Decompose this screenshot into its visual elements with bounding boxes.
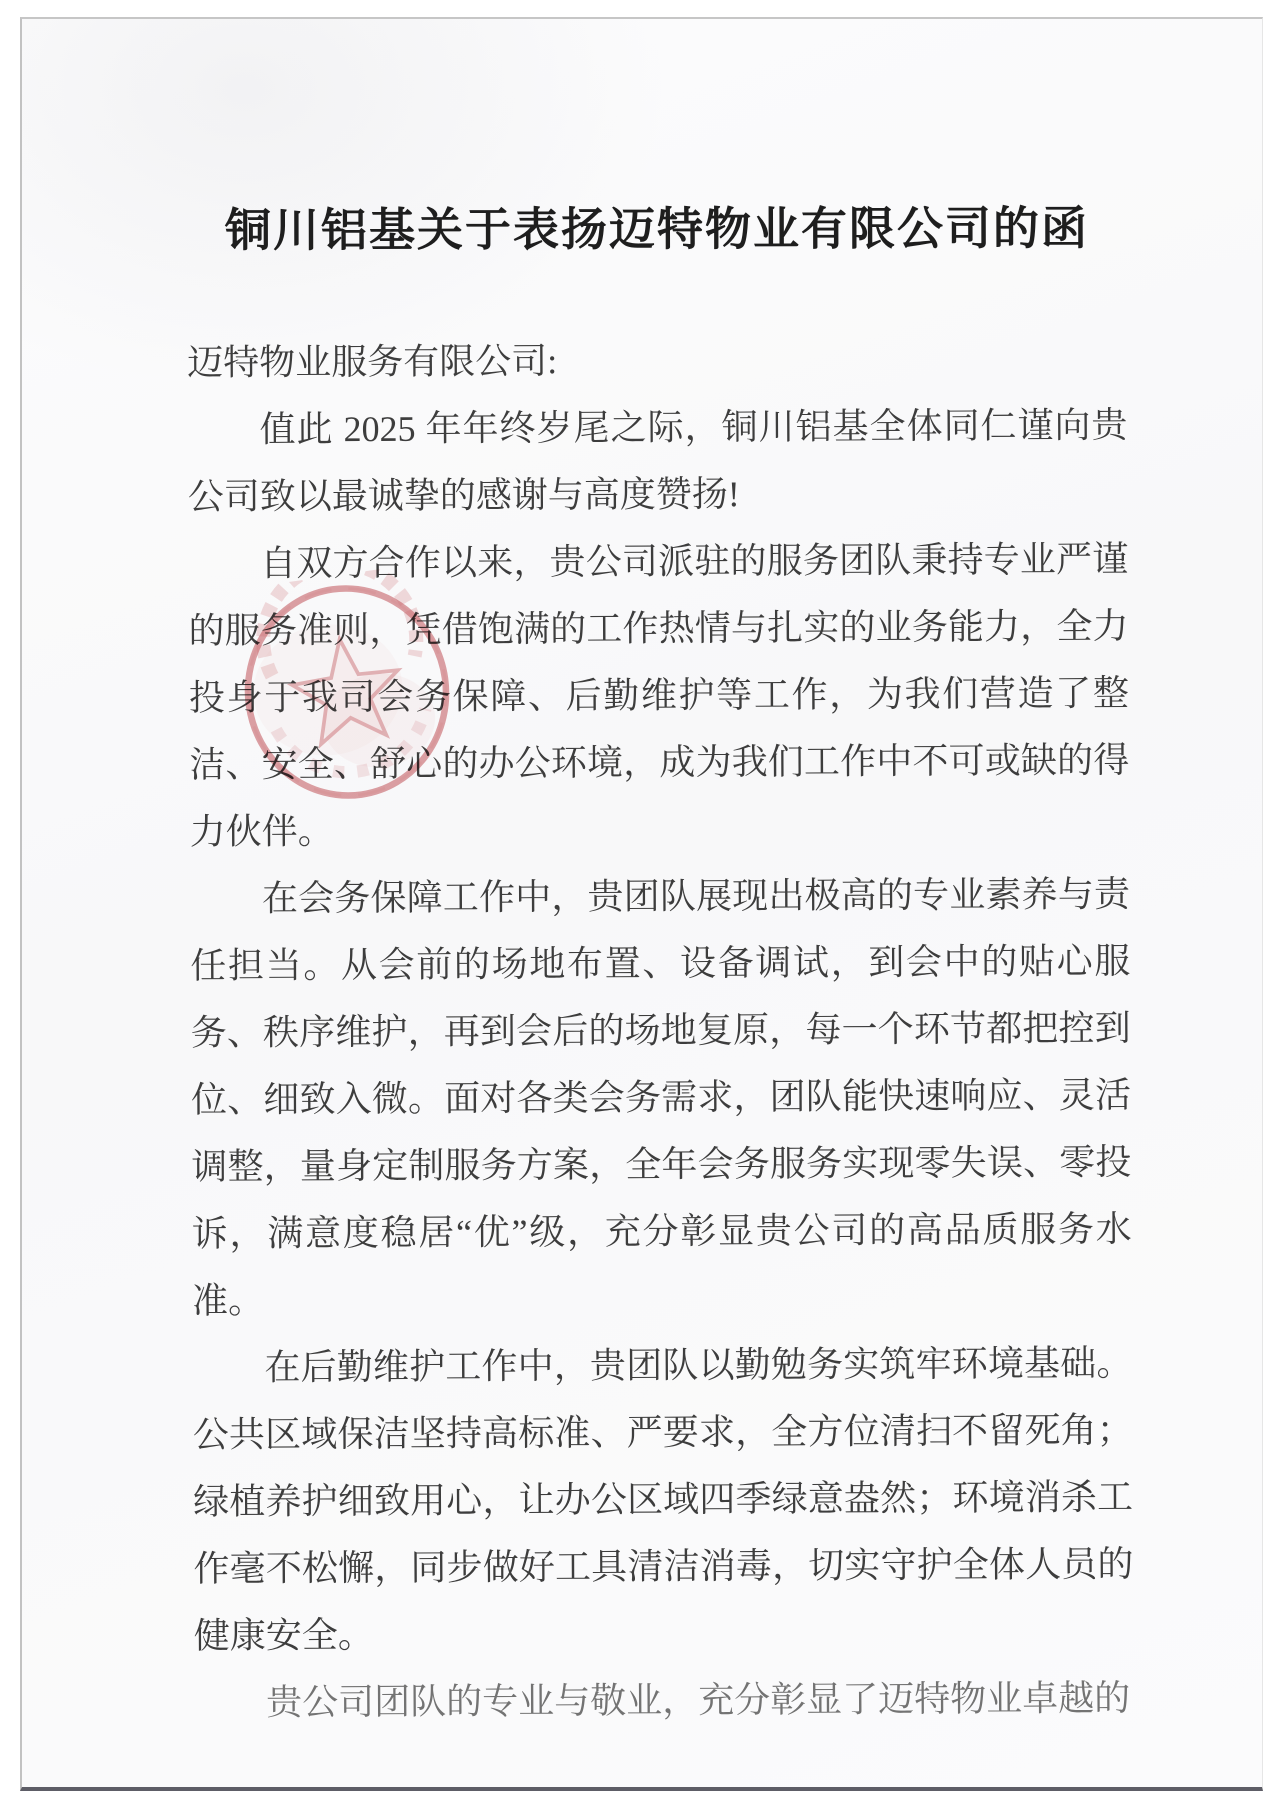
letter-content — [187, 194, 1134, 1737]
scanned-page — [20, 17, 1263, 1791]
paragraph: 值此 2025 年年终岁尾之际，铜川铝基全体同仁谨向贵公司致以最诚挚的感谢与高度赞扬! — [187, 405, 1128, 517]
salutation: 迈特物业服务有限公司: — [187, 341, 558, 383]
paragraph: 贵公司团队的专业与敬业，充分彰显了迈特物业卓越的 — [266, 1678, 1131, 1723]
letter-title: 铜川铝基关于表扬迈特物业有限公司的函 — [224, 202, 1090, 257]
paragraph: 在后勤维护工作中，贵团队以勤勉务实筑牢环境基础。公共区域保洁坚持高标准、严要求，全方位清扫不留死角；绿植养护细致用心，让办公区域四季绿意盎然；环境消杀工作毫不松懈，同步做好工具清洁消毒，切实守护全体人员的健康安全。 — [192, 1343, 1134, 1656]
paragraph: 自双方合作以来，贵公司派驻的服务团队秉持专业严谨的服务准则，凭借饱满的工作热情与扎实的业务能力，全力投身于我司会务保障、后勤维护等工作，为我们营造了整洁、安全、舒心的办公环境，成为我们工作中不可或缺的得力伙伴。 — [188, 539, 1130, 852]
letter-body — [187, 325, 1134, 1737]
paragraph: 在会务保障工作中，贵团队展现出极高的专业素养与责任担当。从会前的场地布置、设备调试，到会中的贴心服务、秩序维护，再到会后的场地复原，每一个环节都把控到位、细致入微。面对各类会务需求，团队能快速响应、灵活调整，量身定制服务方案，全年会务服务实现零失误、零投诉，满意度稳居“优”级，充分彰显贵公司的高品质服务水准。 — [190, 874, 1132, 1321]
